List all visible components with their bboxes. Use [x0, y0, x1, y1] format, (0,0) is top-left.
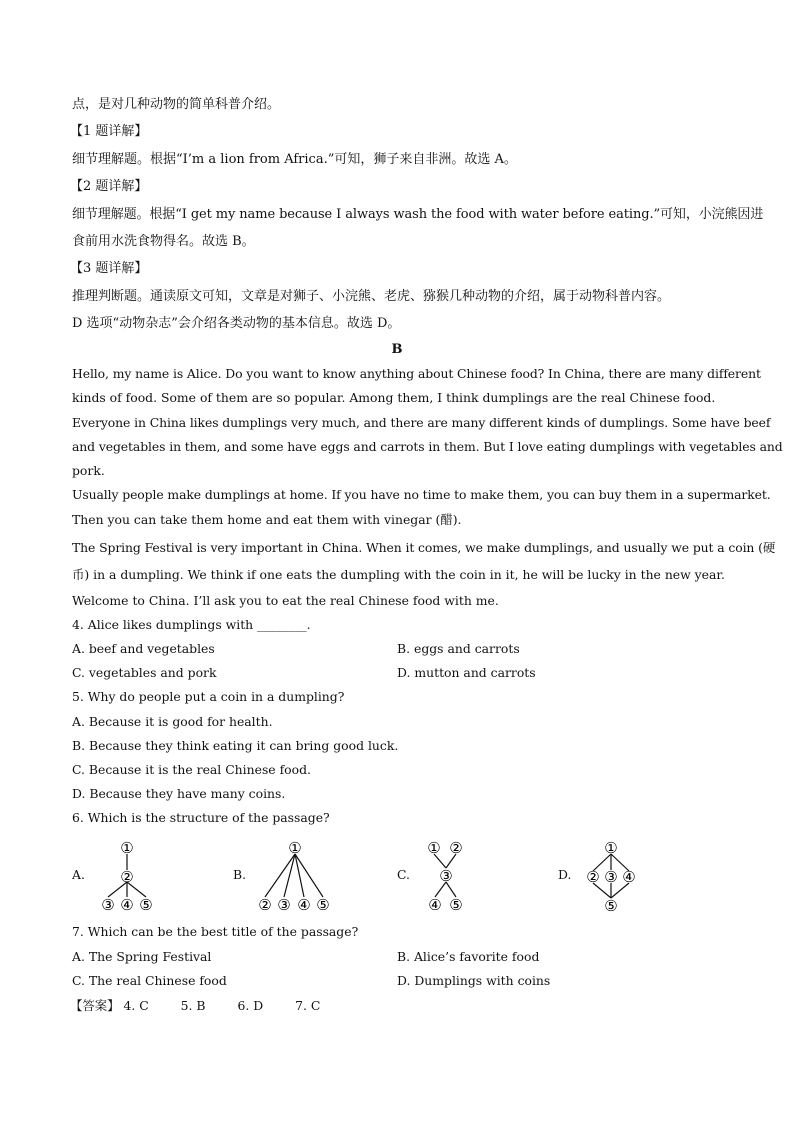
q5-option-a[interactable]: A. Because it is good for health. — [72, 714, 273, 729]
circle-node-1: ① — [427, 839, 441, 857]
circle-node-1: ① — [288, 839, 302, 857]
q1-explanation-heading: 【1 题详解】 — [70, 124, 148, 139]
q2-explanation-line1: 细节理解题。根据“I get my name because I always wash the food with water before eating.”可知，小浣熊因进 — [72, 207, 764, 222]
q7-stem: 7. Which can be the best title of the passage? — [72, 924, 359, 939]
circle-node-5: ⑤ — [316, 896, 330, 914]
answer-item: 5. B — [180, 998, 206, 1013]
q6-stem: 6. Which is the structure of the passage? — [72, 810, 330, 825]
q4-option-d[interactable]: D. mutton and carrots — [397, 665, 536, 680]
circle-node-4: ④ — [297, 896, 311, 914]
passage-line: kinds of food. Some of them are so popular. Among them, I think dumplings are the real Chinese food. — [72, 390, 716, 405]
circle-node-4: ④ — [622, 868, 636, 886]
q3-explanation-line2: D 选项“动物杂志”会介绍各类动物的基本信息。故选 D。 — [72, 316, 401, 331]
q5-option-d[interactable]: D. Because they have many coins. — [72, 786, 286, 801]
q3-explanation-line1: 推理判断题。通读原文可知，文章是对狮子、小浣熊、老虎、猕猴几种动物的介绍，属于动物科普内容。 — [72, 289, 671, 304]
q4-option-a[interactable]: A. beef and vegetables — [72, 641, 215, 656]
passage-line: 币) in a dumpling. We think if one eats the dumpling with the coin in it, he will be lucky in the new year. — [72, 567, 725, 582]
structure-diagram-c[interactable] — [418, 835, 488, 915]
circle-node-1: ① — [604, 839, 618, 857]
q7-option-c[interactable]: C. The real Chinese food — [72, 973, 227, 988]
q4-option-c[interactable]: C. vegetables and pork — [72, 665, 217, 680]
passage-line: Everyone in China likes dumplings very much, and there are many different kinds of dumplings. Some have beef — [72, 415, 771, 430]
q1-explanation: 细节理解题。根据“I’m a lion from Africa.”可知，狮子来自非洲。故选 A。 — [72, 152, 517, 167]
structure-diagram-a[interactable] — [90, 835, 170, 915]
q2-explanation-line2: 食前用水洗食物得名。故选 B。 — [72, 234, 255, 249]
circle-node-4: ④ — [120, 896, 134, 914]
circle-node-2: ② — [258, 896, 272, 914]
passage-line: Then you can take them home and eat them with vinegar (醋). — [72, 512, 462, 527]
circle-node-1: ① — [120, 839, 134, 857]
q5-stem: 5. Why do people put a coin in a dumpling? — [72, 689, 345, 704]
circle-node-5: ⑤ — [139, 896, 153, 914]
passage-line: Usually people make dumplings at home. If you have no time to make them, you can buy them in a supermarket. — [72, 487, 771, 502]
q7-option-a[interactable]: A. The Spring Festival — [72, 949, 212, 964]
q6-option-a-label[interactable]: A. — [72, 867, 85, 882]
q7-option-d[interactable]: D. Dumplings with coins — [397, 973, 551, 988]
answer-row — [70, 997, 320, 1015]
q6-option-c-label[interactable]: C. — [397, 867, 410, 882]
answer-item: 6. D — [237, 998, 264, 1013]
circle-node-2: ② — [120, 868, 134, 886]
passage-line: Hello, my name is Alice. Do you want to know anything about Chinese food? In China, there are many different — [72, 366, 761, 381]
q2-explanation-heading: 【2 题详解】 — [70, 179, 148, 194]
circle-node-2: ② — [586, 868, 600, 886]
q5-option-b[interactable]: B. Because they think eating it can bring good luck. — [72, 738, 399, 753]
circle-node-5: ⑤ — [604, 897, 618, 915]
circle-node-3: ③ — [101, 896, 115, 914]
passage-title: B — [391, 342, 403, 357]
circle-node-4: ④ — [428, 896, 442, 914]
q5-option-c[interactable]: C. Because it is the real Chinese food. — [72, 762, 311, 777]
q3-explanation-heading: 【3 题详解】 — [70, 261, 148, 276]
q4-option-b[interactable]: B. eggs and carrots — [397, 641, 520, 656]
circle-node-3: ③ — [439, 867, 453, 885]
q7-option-b[interactable]: B. Alice’s favorite food — [397, 949, 540, 964]
structure-diagram-d[interactable] — [580, 835, 650, 915]
answer-item: 4. C — [123, 998, 149, 1013]
intro-line: 点，是对几种动物的简单科普介绍。 — [72, 97, 281, 112]
circle-node-5: ⑤ — [449, 896, 463, 914]
answer-item: 7. C — [295, 998, 321, 1013]
circle-node-3: ③ — [604, 868, 618, 886]
q4-stem: 4. Alice likes dumplings with ________. — [72, 617, 311, 632]
q6-option-d-label[interactable]: D. — [558, 867, 572, 882]
passage-line: The Spring Festival is very important in China. When it comes, we make dumplings, and usually we put a coin (硬 — [72, 540, 776, 555]
passage-line: and vegetables in them, and some have eggs and carrots in them. But I love eating dumplings with vegetables and — [72, 439, 783, 454]
answer-label: 【答案】 — [70, 998, 120, 1013]
passage-line: Welcome to China. I’ll ask you to eat the real Chinese food with me. — [72, 593, 499, 608]
passage-line: pork. — [72, 463, 105, 478]
structure-diagram-b[interactable] — [252, 835, 342, 915]
q6-option-b-label[interactable]: B. — [233, 867, 247, 882]
circle-node-3: ③ — [277, 896, 291, 914]
circle-node-2: ② — [449, 839, 463, 857]
